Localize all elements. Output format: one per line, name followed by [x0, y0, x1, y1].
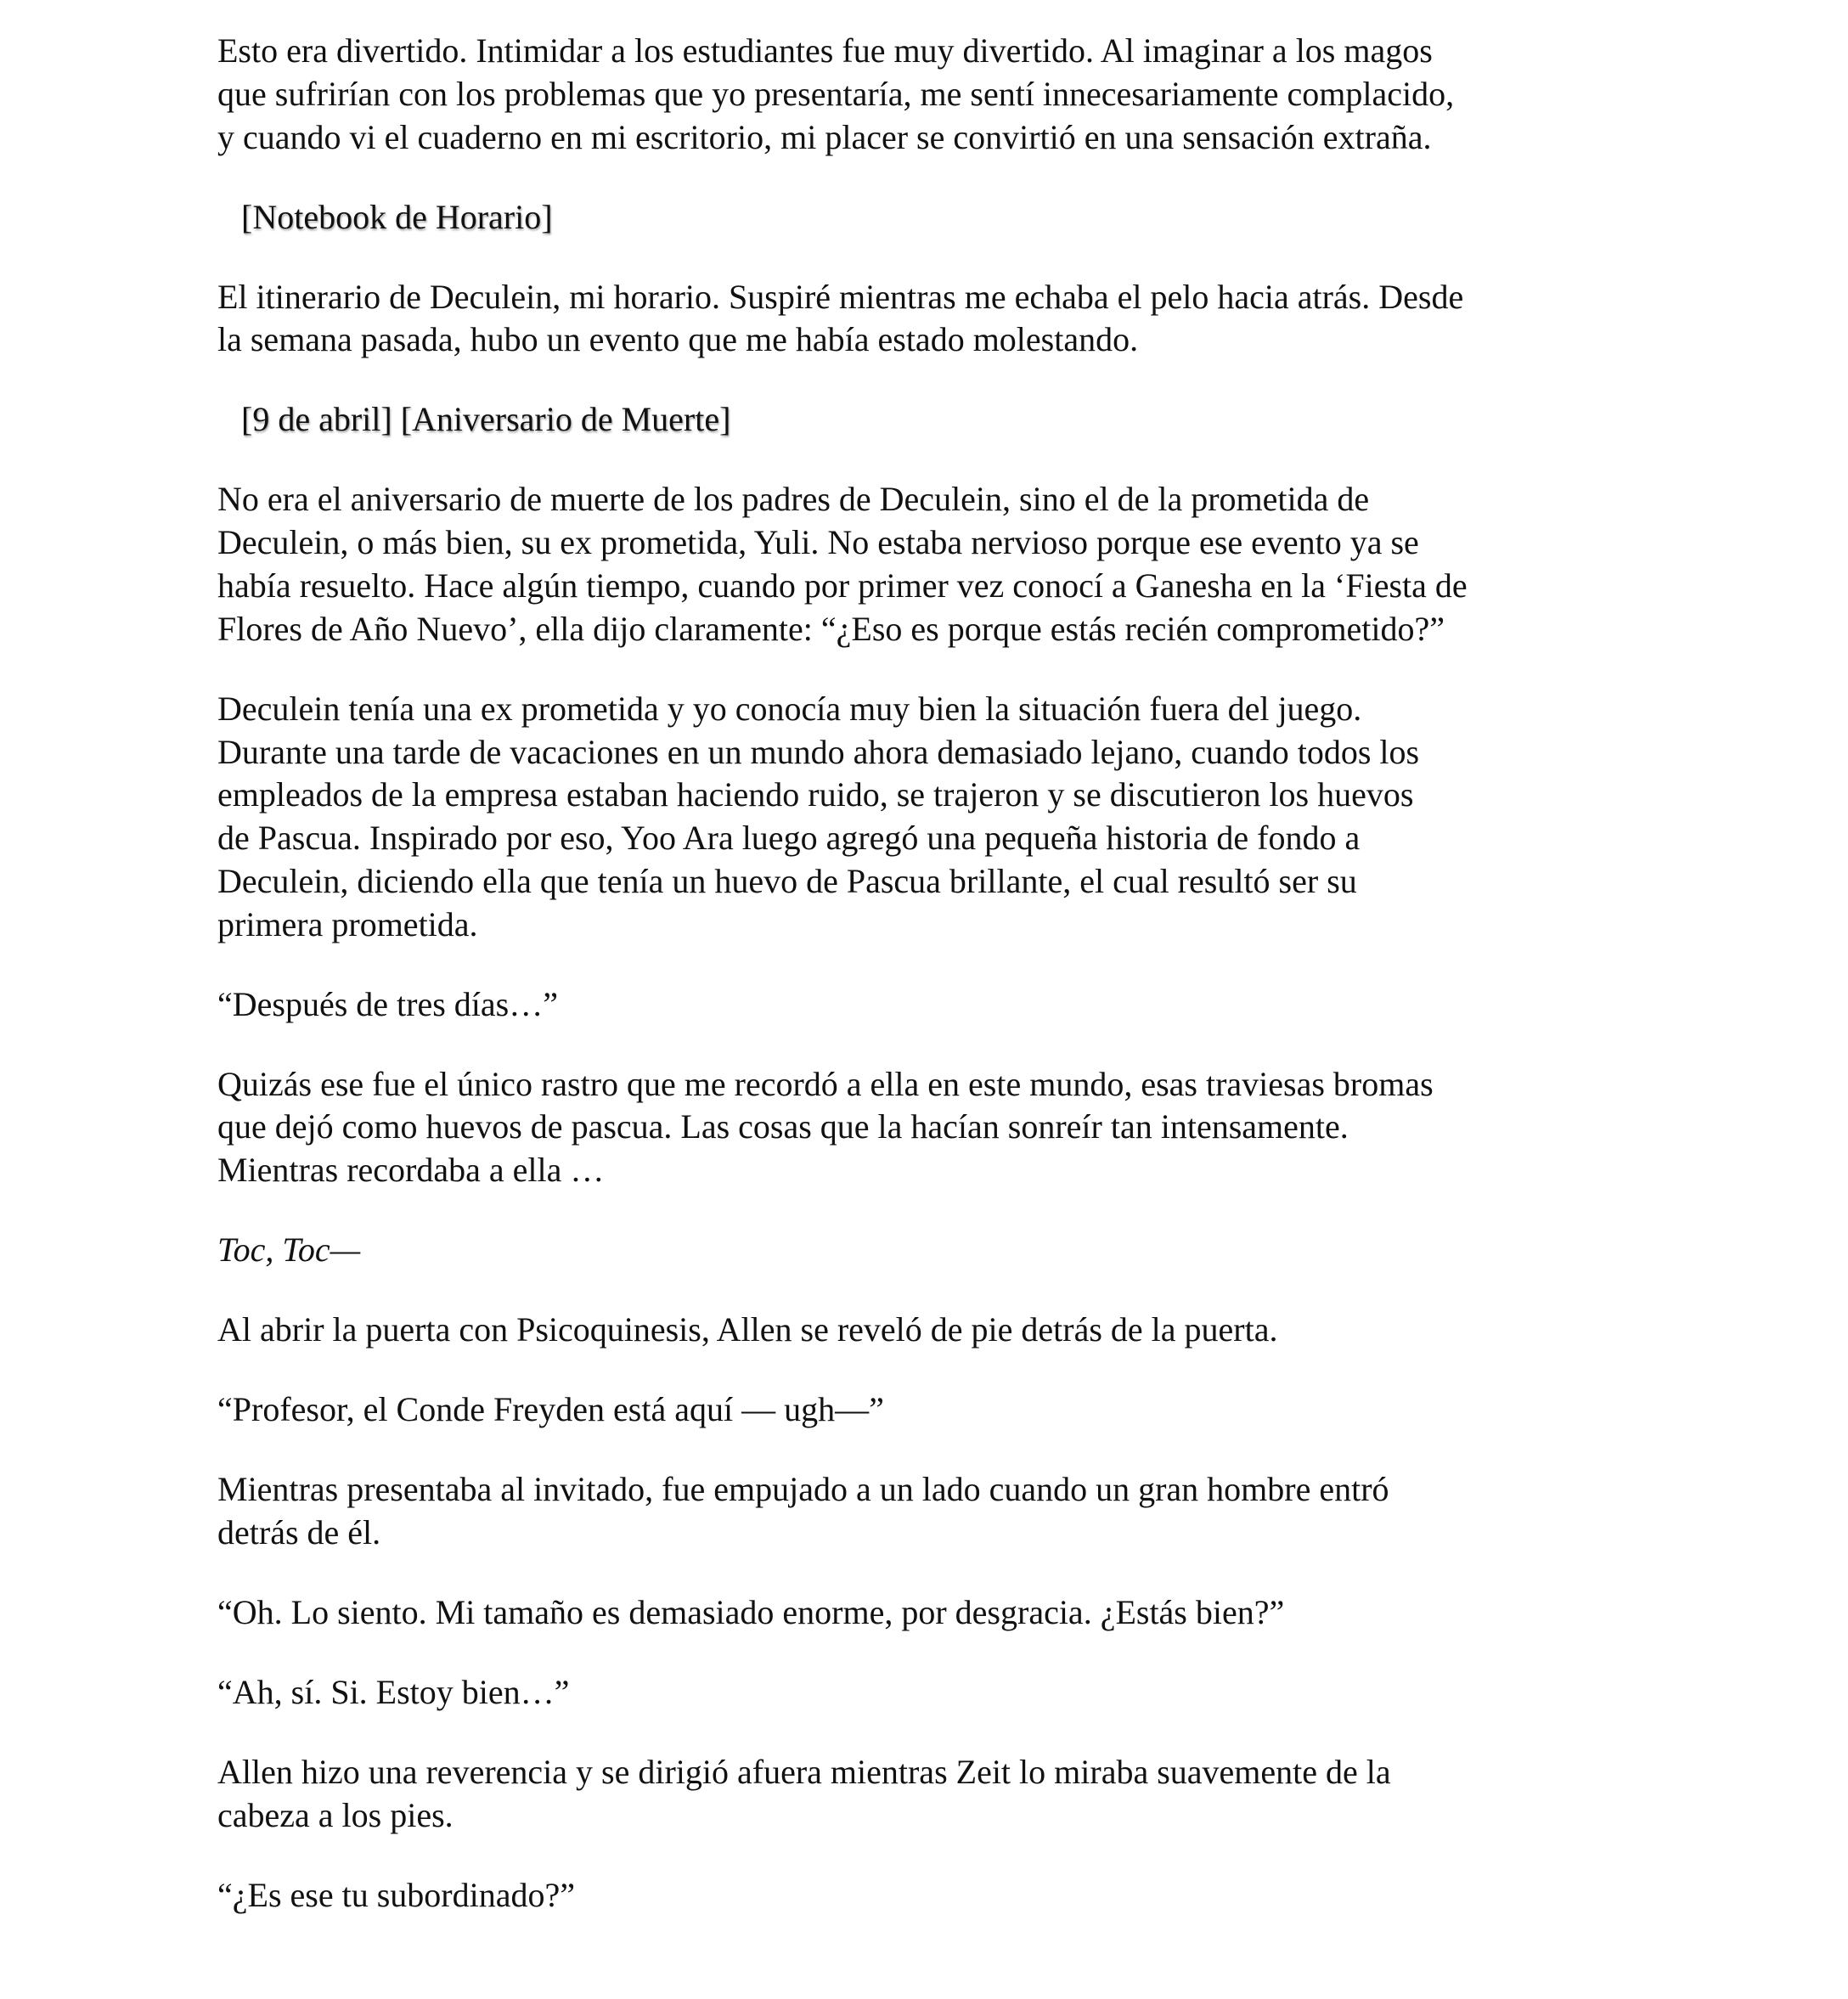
- paragraph: [217, 1388, 1746, 1432]
- text-line: que dejó como huevos de pascua. Las cosas que la hacían sonreír tan intensamente.: [217, 1107, 1349, 1146]
- text-line: Allen hizo una reverencia y se dirigió afuera mientras Zeit lo miraba suavemente de la: [217, 1752, 1391, 1791]
- paragraph: [217, 1468, 1746, 1555]
- text-line: El itinerario de Deculein, mi horario. Suspiré mientras me echaba el pelo hacia atrás. Desde: [217, 277, 1464, 316]
- text-line: Deculein, diciendo ella que tenía un huevo de Pascua brillante, el cual resultó ser su: [217, 861, 1357, 900]
- text-line: No era el aniversario de muerte de los padres de Deculein, sino el de la prometida de: [217, 480, 1370, 519]
- text-line: primera prometida.: [217, 904, 478, 943]
- system-notice: [217, 196, 1746, 239]
- text-line: [9 de abril] [Aniversario de Muerte]: [241, 400, 731, 439]
- text-line: Al abrir la puerta con Psicoquinesis, Allen se reveló de pie detrás de la puerta.: [217, 1310, 1278, 1349]
- paragraph: [217, 1063, 1746, 1192]
- text-line: había resuelto. Hace algún tiempo, cuando por primer vez conocí a Ganesha en la ‘Fiesta de: [217, 566, 1468, 605]
- text-line: Mientras recordaba a ella …: [217, 1151, 605, 1190]
- paragraph: [217, 1751, 1746, 1838]
- paragraph: [217, 1309, 1746, 1352]
- text-line: de Pascua. Inspirado por eso, Yoo Ara luego agregó una pequeña historia de fondo a: [217, 819, 1361, 858]
- sound-effect-text: [217, 1229, 1746, 1272]
- text-line: que sufrirían con los problemas que yo presentaría, me sentí innecesariamente complacido,: [217, 74, 1455, 113]
- text-line: Deculein tenía una ex prometida y yo conocía muy bien la situación fuera del juego.: [217, 689, 1362, 728]
- text-line: empleados de la empresa estaban haciendo ruido, se trajeron y se discutieron los huevos: [217, 775, 1414, 814]
- paragraph: [217, 983, 1746, 1027]
- system-notice: [217, 398, 1746, 442]
- text-line: cabeza a los pies.: [217, 1795, 454, 1834]
- text-line: la semana pasada, hubo un evento que me había estado molestando.: [217, 320, 1139, 359]
- paragraph: [217, 478, 1746, 650]
- text-line: detrás de él.: [217, 1512, 381, 1551]
- text-line: “Profesor, el Conde Freyden está aquí — ugh—”: [217, 1390, 884, 1429]
- paragraph: [217, 30, 1746, 159]
- paragraph: [217, 1671, 1746, 1715]
- paragraph: [217, 1591, 1746, 1635]
- text-line: Flores de Año Nuevo’, ella dijo claramente: “¿Eso es porque estás recién comprometido?”: [217, 609, 1445, 648]
- paragraph: [217, 276, 1746, 363]
- text-line: y cuando vi el cuaderno en mi escritorio, mi placer se convirtió en una sensación extraña.: [217, 117, 1432, 156]
- text-line: “Después de tres días…”: [217, 984, 558, 1023]
- document-body: [217, 30, 1746, 1954]
- paragraph: [217, 1874, 1746, 1917]
- text-line: Toc, Toc—: [217, 1230, 361, 1270]
- text-line: “¿Es ese tu subordinado?”: [217, 1875, 575, 1914]
- paragraph: [217, 688, 1746, 947]
- text-line: “Ah, sí. Si. Estoy bien…”: [217, 1672, 570, 1711]
- text-line: [Notebook de Horario]: [241, 197, 553, 236]
- text-line: Deculein, o más bien, su ex prometida, Yuli. No estaba nervioso porque ese evento ya se: [217, 523, 1419, 562]
- text-line: Mientras presentaba al invitado, fue empujado a un lado cuando un gran hombre entró: [217, 1470, 1389, 1509]
- text-line: Durante una tarde de vacaciones en un mundo ahora demasiado lejano, cuando todos los: [217, 732, 1420, 771]
- text-line: “Oh. Lo siento. Mi tamaño es demasiado enorme, por desgracia. ¿Estás bien?”: [217, 1592, 1285, 1631]
- text-line: Quizás ese fue el único rastro que me recordó a ella en este mundo, esas traviesas bromas: [217, 1064, 1434, 1103]
- text-line: Esto era divertido. Intimidar a los estudiantes fue muy divertido. Al imaginar a los magos: [217, 31, 1433, 70]
